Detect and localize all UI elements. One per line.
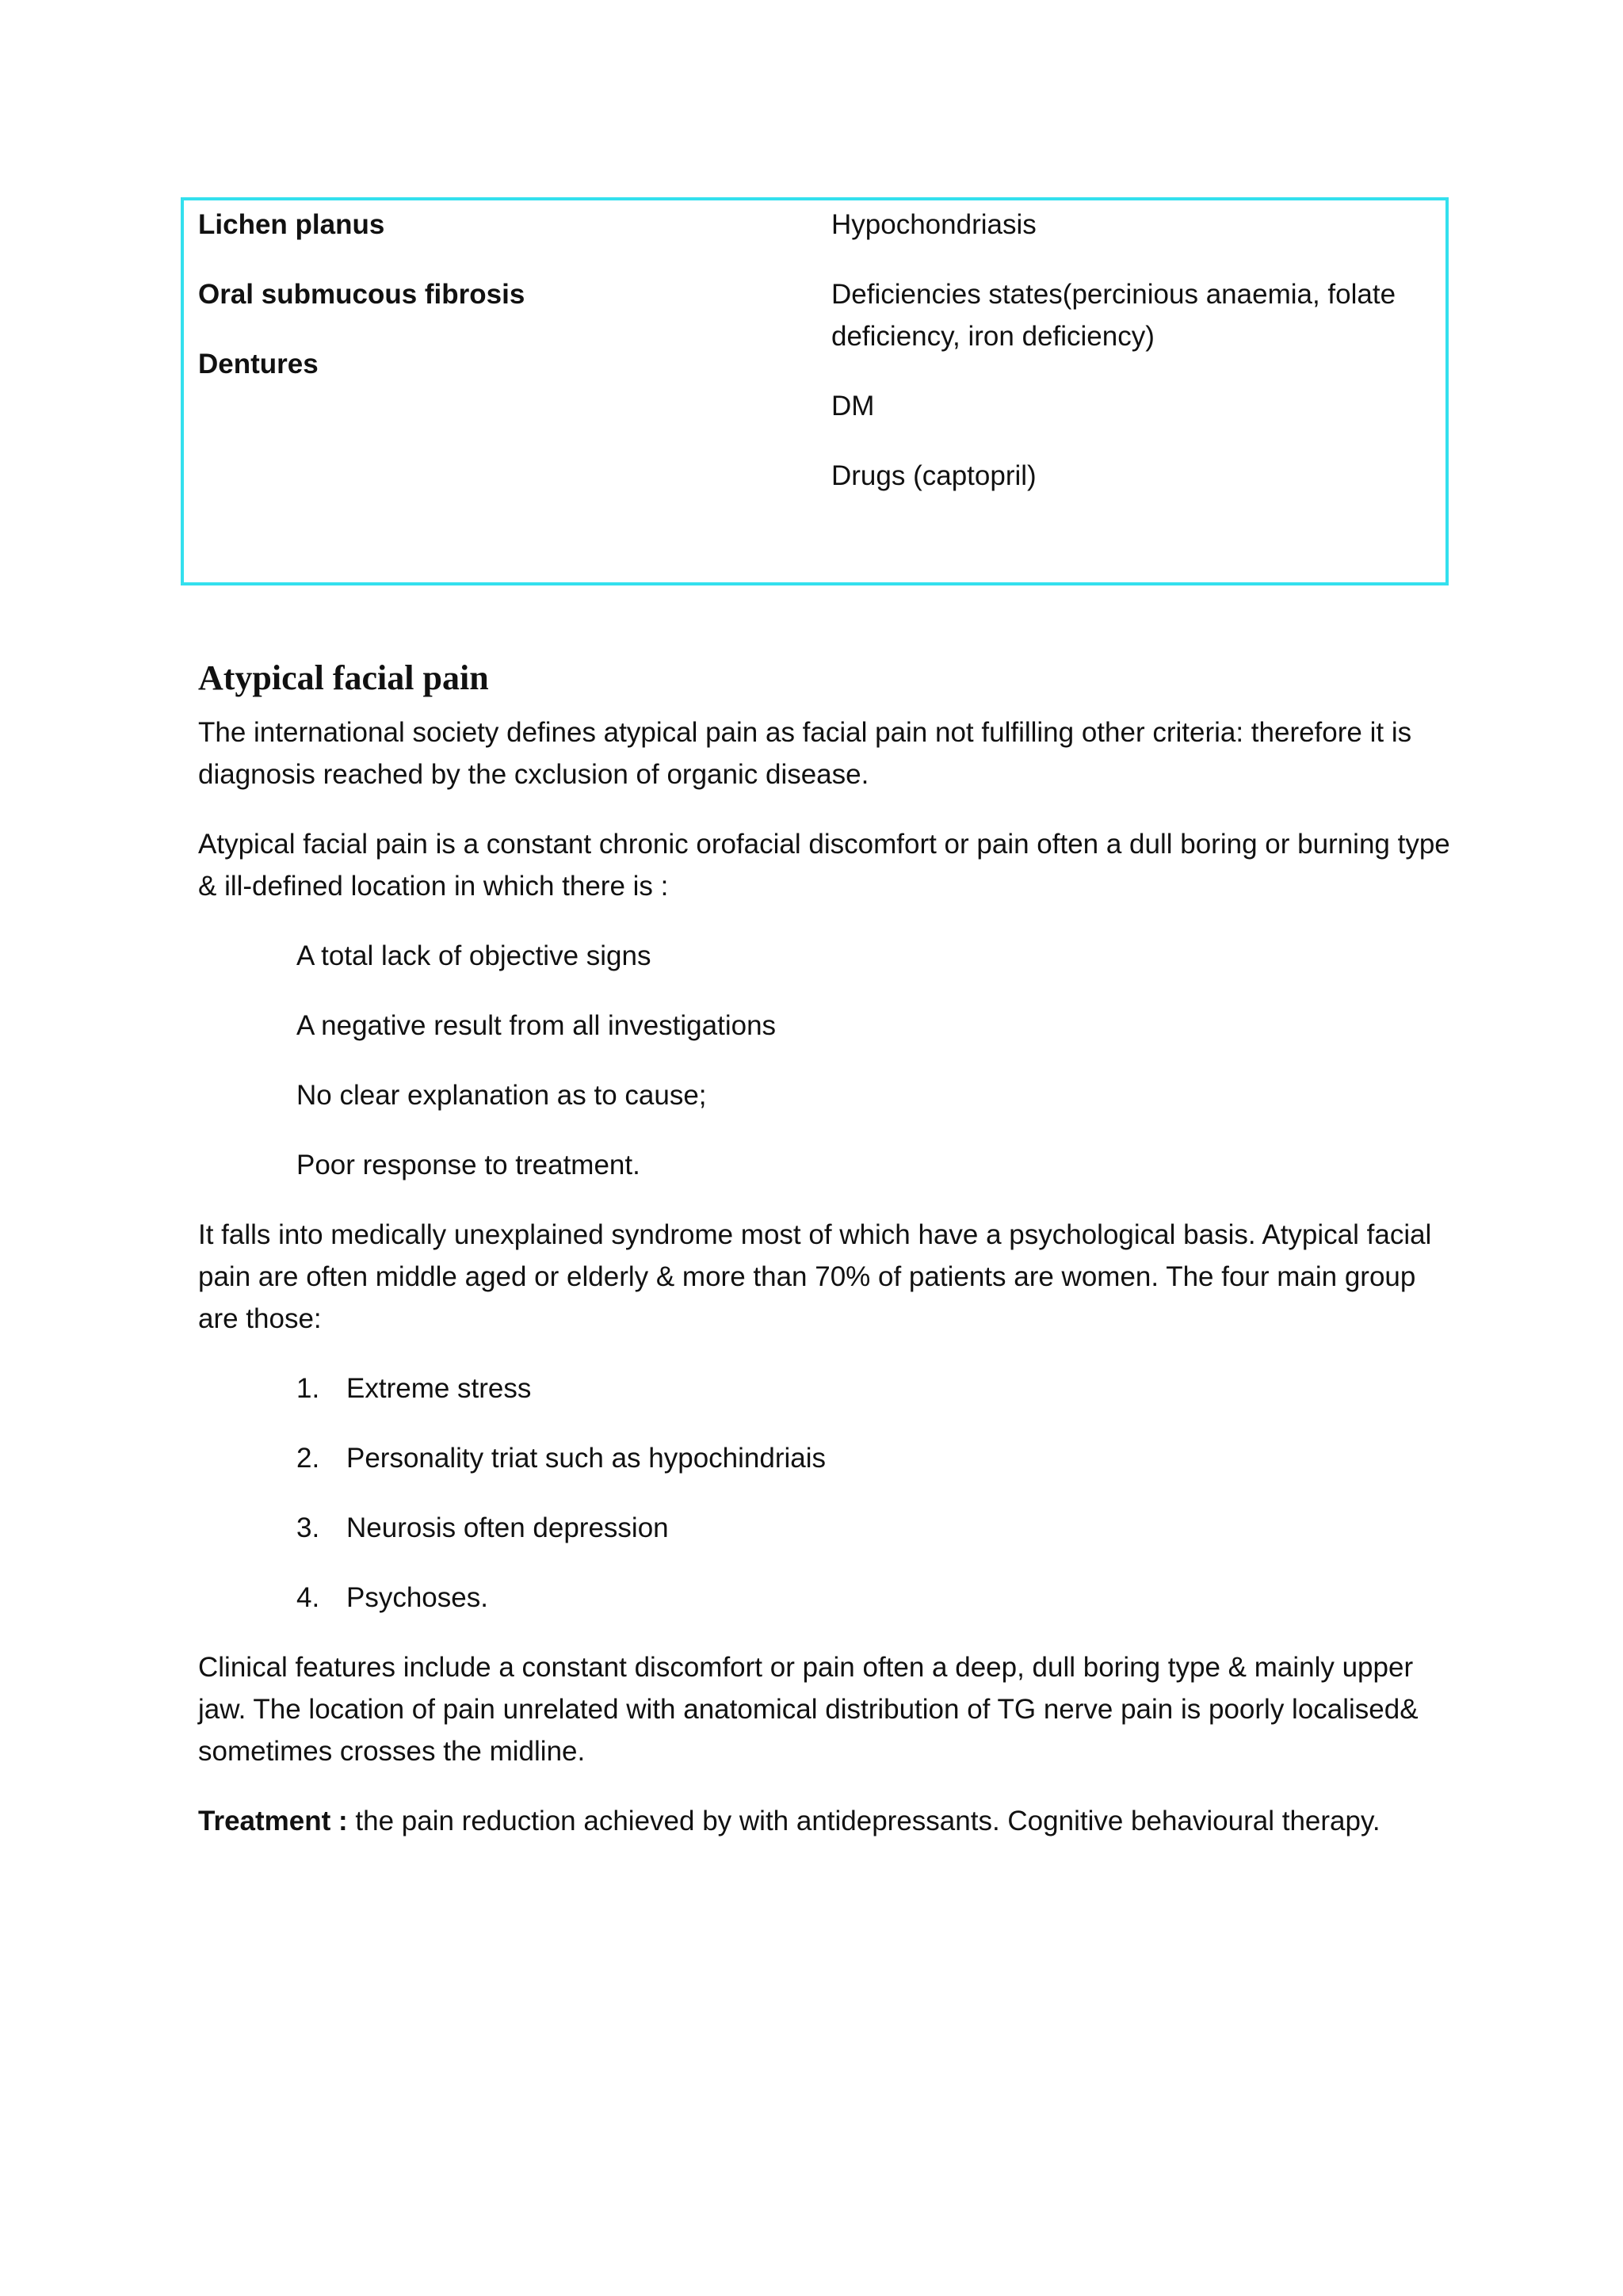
table-left-item: Lichen planus [198,209,385,240]
sign-item: A total lack of objective signs [296,940,651,971]
table-right-item: Drugs (captopril) [831,460,1037,491]
sign-item: A negative result from all investigations [296,1010,777,1041]
table-left-item: Oral submucous fibrosis [198,279,525,310]
list-number: 2. [296,1443,320,1474]
group-list-item [198,1507,1450,1549]
paragraph-clinical-features: Clinical features include a constant discomfort or pain often a deep, dull boring type & mainly upper jaw. The location of pain unrelated with anatomical distribution of TG nerve pain is poorly localised& sometimes crosses the midline. [198,1652,1419,1767]
causes-table [181,197,1449,585]
paragraph-description: Atypical facial pain is a constant chronic orofacial discomfort or pain often a dull boring or burning type & ill-defined location in which there is : [198,829,1450,902]
list-number: 1. [296,1373,320,1404]
table-right-item: Deficiencies states(percinious anaemia, folate deficiency, iron deficiency) [831,279,1396,352]
list-number: 3. [296,1512,320,1543]
paragraph-treatment [198,1800,1450,1842]
list-text: Extreme stress [346,1373,532,1404]
list-number: 4. [296,1582,320,1613]
main-content [198,656,1450,1870]
group-list-item [198,1367,1450,1409]
group-list-item [198,1577,1450,1619]
sign-item: No clear explanation as to cause; [296,1080,707,1111]
section-heading: Atypical facial pain [198,658,489,697]
group-list-item [198,1437,1450,1479]
table-right-item: DM [831,391,875,421]
treatment-label: Treatment : [198,1806,348,1836]
sign-item: Poor response to treatment. [296,1150,640,1180]
list-text: Neurosis often depression [346,1512,669,1543]
table-left-item: Dentures [198,349,319,379]
paragraph-definition: The international society defines atypical pain as facial pain not fulfilling other criteria: therefore it is diagnosis reached by the cxclusion of organic disease. [198,717,1412,790]
list-text: Personality triat such as hypochindriais [346,1443,827,1474]
paragraph-groups-intro: It falls into medically unexplained syndrome most of which have a psychological basis. Atypical facial pain are often middle aged or elderly & more than 70% of patients are women. The four main group are those: [198,1219,1432,1334]
list-text: Psychoses. [346,1582,488,1613]
treatment-text: the pain reduction achieved by with antidepressants. Cognitive behavioural therapy. [355,1806,1381,1836]
table-right-item: Hypochondriasis [831,209,1037,240]
